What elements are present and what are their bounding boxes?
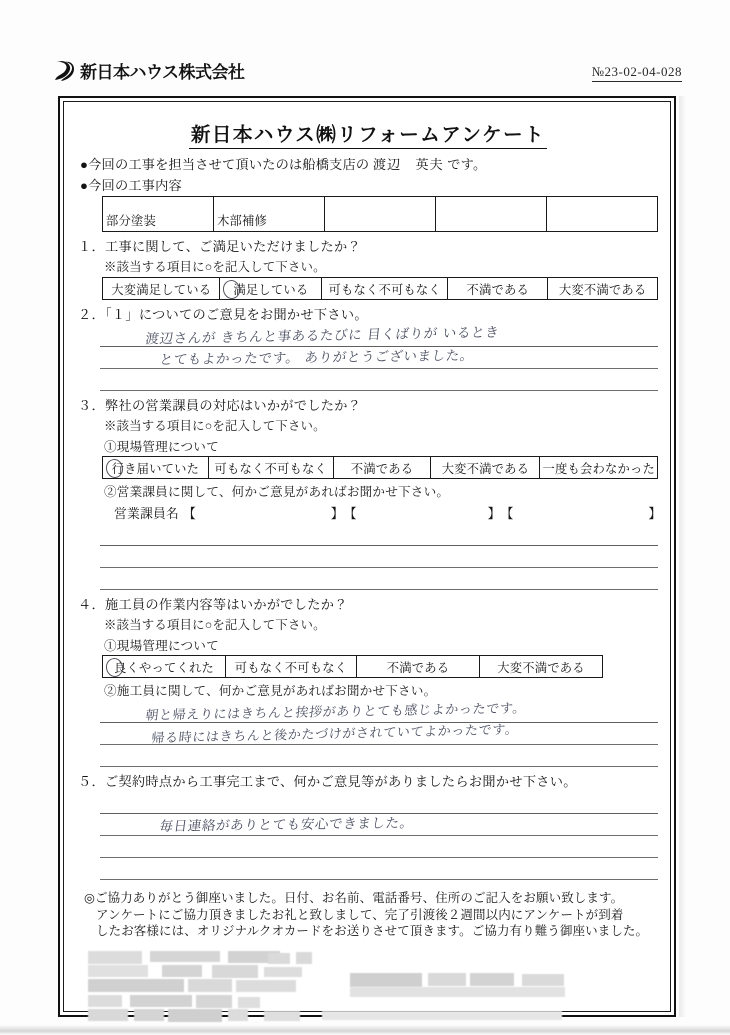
company-name: 新日本ハウス株式会社 [80,63,245,83]
handwritten-answer: 渡辺さんが きちんと事あるたびに 目くばりが いるとき [144,324,501,348]
bracket-open: 【 [500,507,514,521]
question-2-answer-area[interactable] [100,325,658,391]
answer-line[interactable] [100,858,658,880]
q4-option-3[interactable]: 大変不満である [480,656,603,678]
question-3-options-table [102,456,658,479]
table-row [103,457,658,479]
answer-line[interactable] [100,546,658,568]
swirl-ribbon-logo-icon [52,59,75,83]
footer-line-1: ◎ご協力ありがとう御座いました。日付、お名前、電話番号、住所のご記入をお願い致します。 [84,891,624,905]
lead-staff-name: 渡辺 英夫 [372,157,444,172]
table-row [103,197,658,232]
question-5-title: ５．ご契約時点から工事完工まで、何かご意見等がありましたらお聞かせ下さい。 [78,774,577,789]
work-content-cell-4 [436,197,547,232]
work-content-label: ●今回の工事内容 [80,178,182,193]
work-content-cell-5 [547,197,658,232]
redacted-personal-information [82,949,664,1027]
answer-line[interactable] [100,701,658,723]
answer-line[interactable] [100,745,658,767]
sales-staff-field-1[interactable] [183,503,344,522]
question-3-note: ※該当する項目に○を記入して下さい。 [104,419,326,433]
q4-option-0[interactable]: 良くやってくれた [103,656,226,678]
q3-option-0[interactable]: 行き届いていた [103,457,209,479]
survey-body [62,100,672,1013]
bracket-close: 】 [648,507,662,521]
bracket-open: 【 [182,507,196,521]
question-4-options-table [102,655,603,678]
answer-line[interactable] [100,568,658,590]
answer-line[interactable] [100,369,658,391]
work-content-cell-3 [325,197,436,232]
handwritten-answer: とてもよかったです。 ありがとうございました。 [158,347,476,369]
footer-line-2: アンケートにご協力頂きましたお礼と致しまして、完了引渡後２週間以内にアンケートが到着 [96,907,624,922]
bracket-close: 】 [330,507,344,521]
footer-note [84,890,658,940]
question-2-title: ２．「１」についてのご意見をお聞かせ下さい。 [78,307,368,322]
q4-option-1[interactable]: 可もなく不可もなく [226,656,357,678]
handwritten-answer: 毎日連絡がありとても安心できました。 [158,815,415,835]
q1-option-0[interactable]: 大変満足している [103,278,220,300]
question-4-answer-area[interactable] [100,701,658,767]
bracket-close: 】 [487,507,501,521]
lead-staff-line [80,154,658,173]
answer-line[interactable] [100,814,658,836]
work-content-cell-1: 部分塗装 [103,197,214,232]
work-content-table [102,196,658,232]
question-5-answer-area[interactable] [100,792,658,880]
work-content-cell-2: 木部補修 [214,197,325,232]
table-row [103,656,603,678]
question-3-title: ３．弊社の営業課員の対応はいかがでしたか？ [78,398,362,413]
lead-prefix: ●今回の工事を担当させて頂いたのは船橋支店の [80,157,370,172]
sales-staff-name-label: 営業課員名 [114,507,179,521]
page-title [78,119,658,147]
q1-option-3[interactable]: 不満である [448,278,548,300]
question-1-title: １．工事に関して、ご満足いただけましたか？ [78,239,361,254]
q1-option-2[interactable]: 可もなく不可もなく [322,278,448,300]
q1-option-4[interactable]: 大変不満である [548,278,658,300]
footer-line-3: したお客様には、オリジナルクオカードをお送りさせて頂きます。ご協力有り難う御座いました。 [96,924,649,938]
page-header [52,58,682,92]
question-1-note: ※該当する項目に○を記入して下さい。 [104,260,326,274]
company-logo [52,58,245,83]
answer-line[interactable] [100,836,658,858]
answer-line[interactable] [100,524,658,546]
sales-staff-name-row [114,503,662,522]
q1-option-1[interactable]: 満足している [220,278,322,300]
q3-option-1[interactable]: 可もなく不可もなく [208,457,333,479]
question-3-subhead: ①現場管理について [104,440,219,454]
handwritten-answer: 朝と帰えりにはきちんと挨拶がありとても感じよかったです。 [144,701,527,724]
sales-staff-field-3[interactable] [501,503,662,522]
question-3-answer-area[interactable] [100,524,658,590]
handwritten-answer: 帰る時にはきちんと後かたづけがされていてよかったです。 [150,722,520,747]
question-1-options-table [102,277,658,300]
question-4-subhead: ①現場管理について [104,639,219,653]
sales-staff-field-2[interactable] [344,503,501,522]
question-4-title: ４．施工員の作業内容等はいかがでしたか？ [78,597,348,612]
scan-edge-shadow-bottom [0,1025,730,1035]
q3-option-3[interactable]: 大変不満である [431,457,540,479]
q3-option-2[interactable]: 不満である [333,457,431,479]
answer-line[interactable] [100,723,658,745]
document-number: №23-02-04-028 [592,64,682,82]
table-row [103,278,658,300]
q4-option-2[interactable]: 不満である [357,656,480,678]
answer-line[interactable] [100,792,658,814]
page-title-text: 新日本ハウス㈱リフォームアンケート [189,125,547,149]
question-3-sub2: ②営業課員に関して、何かご意見があればお聞かせ下さい。 [104,485,450,499]
question-4-sub2: ②施工員に関して、何かご意見があればお聞かせ下さい。 [104,684,437,698]
scan-edge-shadow-right [679,96,686,1017]
lead-suffix: です。 [447,157,487,172]
answer-line[interactable] [100,347,658,369]
question-4-note: ※該当する項目に○を記入して下さい。 [104,618,326,632]
q3-option-4[interactable]: 一度も会わなかった [540,457,658,479]
bracket-open: 【 [343,507,357,521]
answer-line[interactable] [100,325,658,347]
